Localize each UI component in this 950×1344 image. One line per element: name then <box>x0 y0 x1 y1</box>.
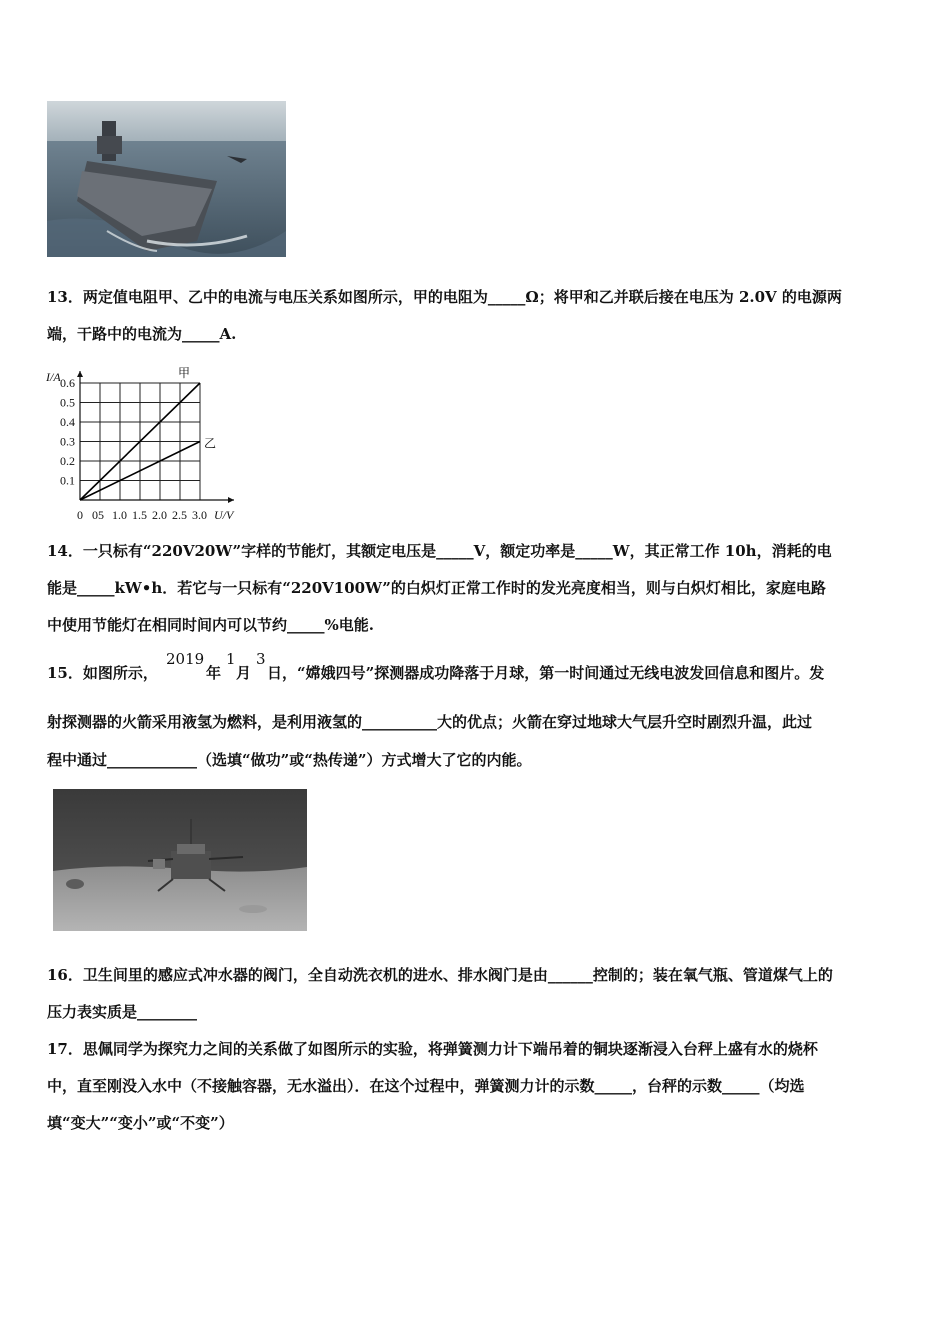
q17-line-3: 填“变大”“变小”或“不变”） <box>47 1114 234 1132</box>
q13-line-1: 13．两定值电阻甲、乙中的电流与电压关系如图所示，甲的电阻为_____Ω；将甲和乙并联后接在电压为 2.0V 的电源两 <box>47 288 842 306</box>
y-axis-arrow <box>77 371 83 377</box>
q15-year-unit: 年 <box>206 664 222 682</box>
x-tick-label: 1.5 <box>132 508 147 522</box>
aircraft-carrier-photo <box>47 101 286 257</box>
q15-month: 1 <box>226 650 236 668</box>
x-tick-label: 3.0 <box>192 508 207 522</box>
q14-line-1: 14．一只标有“220V20W”字样的节能灯，其额定电压是_____V，额定功率是_____W，其正常工作 10h，消耗的电 <box>47 542 832 560</box>
q14-line-3: 中使用节能灯在相同时间内可以节约_____%电能. <box>47 616 374 634</box>
x-tick-label: 1.0 <box>112 508 127 522</box>
aircraft-carrier-illustration <box>47 101 286 257</box>
q15-prefix: 15．如图所示， <box>47 664 158 682</box>
y-tick-label: 0.3 <box>60 434 75 449</box>
y-tick-label: 0.5 <box>60 395 75 410</box>
q15-day: 3 <box>256 650 266 668</box>
y-axis-label: I/A <box>46 370 61 384</box>
q16-line-2: 压力表实质是________ <box>47 1003 198 1021</box>
y-tick-label: 0.2 <box>60 454 75 468</box>
x-tick-label: 05 <box>92 508 104 522</box>
series-label-jia: 甲 <box>178 366 191 380</box>
q15-year: 2019 <box>166 650 205 668</box>
q15-line-3: 程中通过____________（选填“做功”或“热传递”）方式增大了它的内能。 <box>47 751 532 769</box>
x-axis-label: U/V <box>214 508 234 522</box>
q17-line-1: 17．思佩同学为探究力之间的关系做了如图所示的实验，将弹簧测力计下端吊着的铜块逐渐浸入台秤上盛有水的烧杯 <box>47 1040 818 1058</box>
lunar-lander-photo <box>53 789 307 931</box>
series-label-yi: 乙 <box>204 436 217 451</box>
y-tick-label: 0.1 <box>60 473 75 488</box>
q15-line-2: 射探测器的火箭采用液氢为燃料，是利用液氢的__________大的优点；火箭在穿过地球大气层升空时剧烈升温，此过 <box>47 713 813 731</box>
q16-line-1: 16．卫生间里的感应式冲水器的阀门，全自动洗衣机的进水、排水阀门是由______控制的；装在氧气瓶、管道煤气上的 <box>47 966 833 984</box>
q15-rest: 日，“嫦娥四号”探测器成功降落于月球，第一时间通过无线电波发回信息和图片。发 <box>267 664 825 682</box>
q15-month-unit: 月 <box>236 664 252 682</box>
current-voltage-chart <box>44 356 244 528</box>
q14-line-2: 能是_____kW•h．若它与一只标有“220V100W”的白炽灯正常工作时的发光亮度相当，则与白炽灯相比，家庭电路 <box>47 579 826 597</box>
x-axis-arrow <box>228 497 234 503</box>
x-tick-label: 2.5 <box>172 508 187 522</box>
chart-svg <box>44 356 244 528</box>
x-tick-label: 0 <box>77 508 83 522</box>
q13-line-2: 端，干路中的电流为_____A. <box>47 325 237 343</box>
x-tick-label: 2.0 <box>152 508 167 522</box>
y-tick-label: 0.6 <box>60 376 75 390</box>
lunar-lander-illustration <box>53 789 307 931</box>
q17-line-2: 中，直至刚没入水中（不接触容器，无水溢出）．在这个过程中，弹簧测力计的示数_____，台秤的示数_____（均选 <box>47 1077 805 1095</box>
y-tick-label: 0.4 <box>60 415 75 429</box>
